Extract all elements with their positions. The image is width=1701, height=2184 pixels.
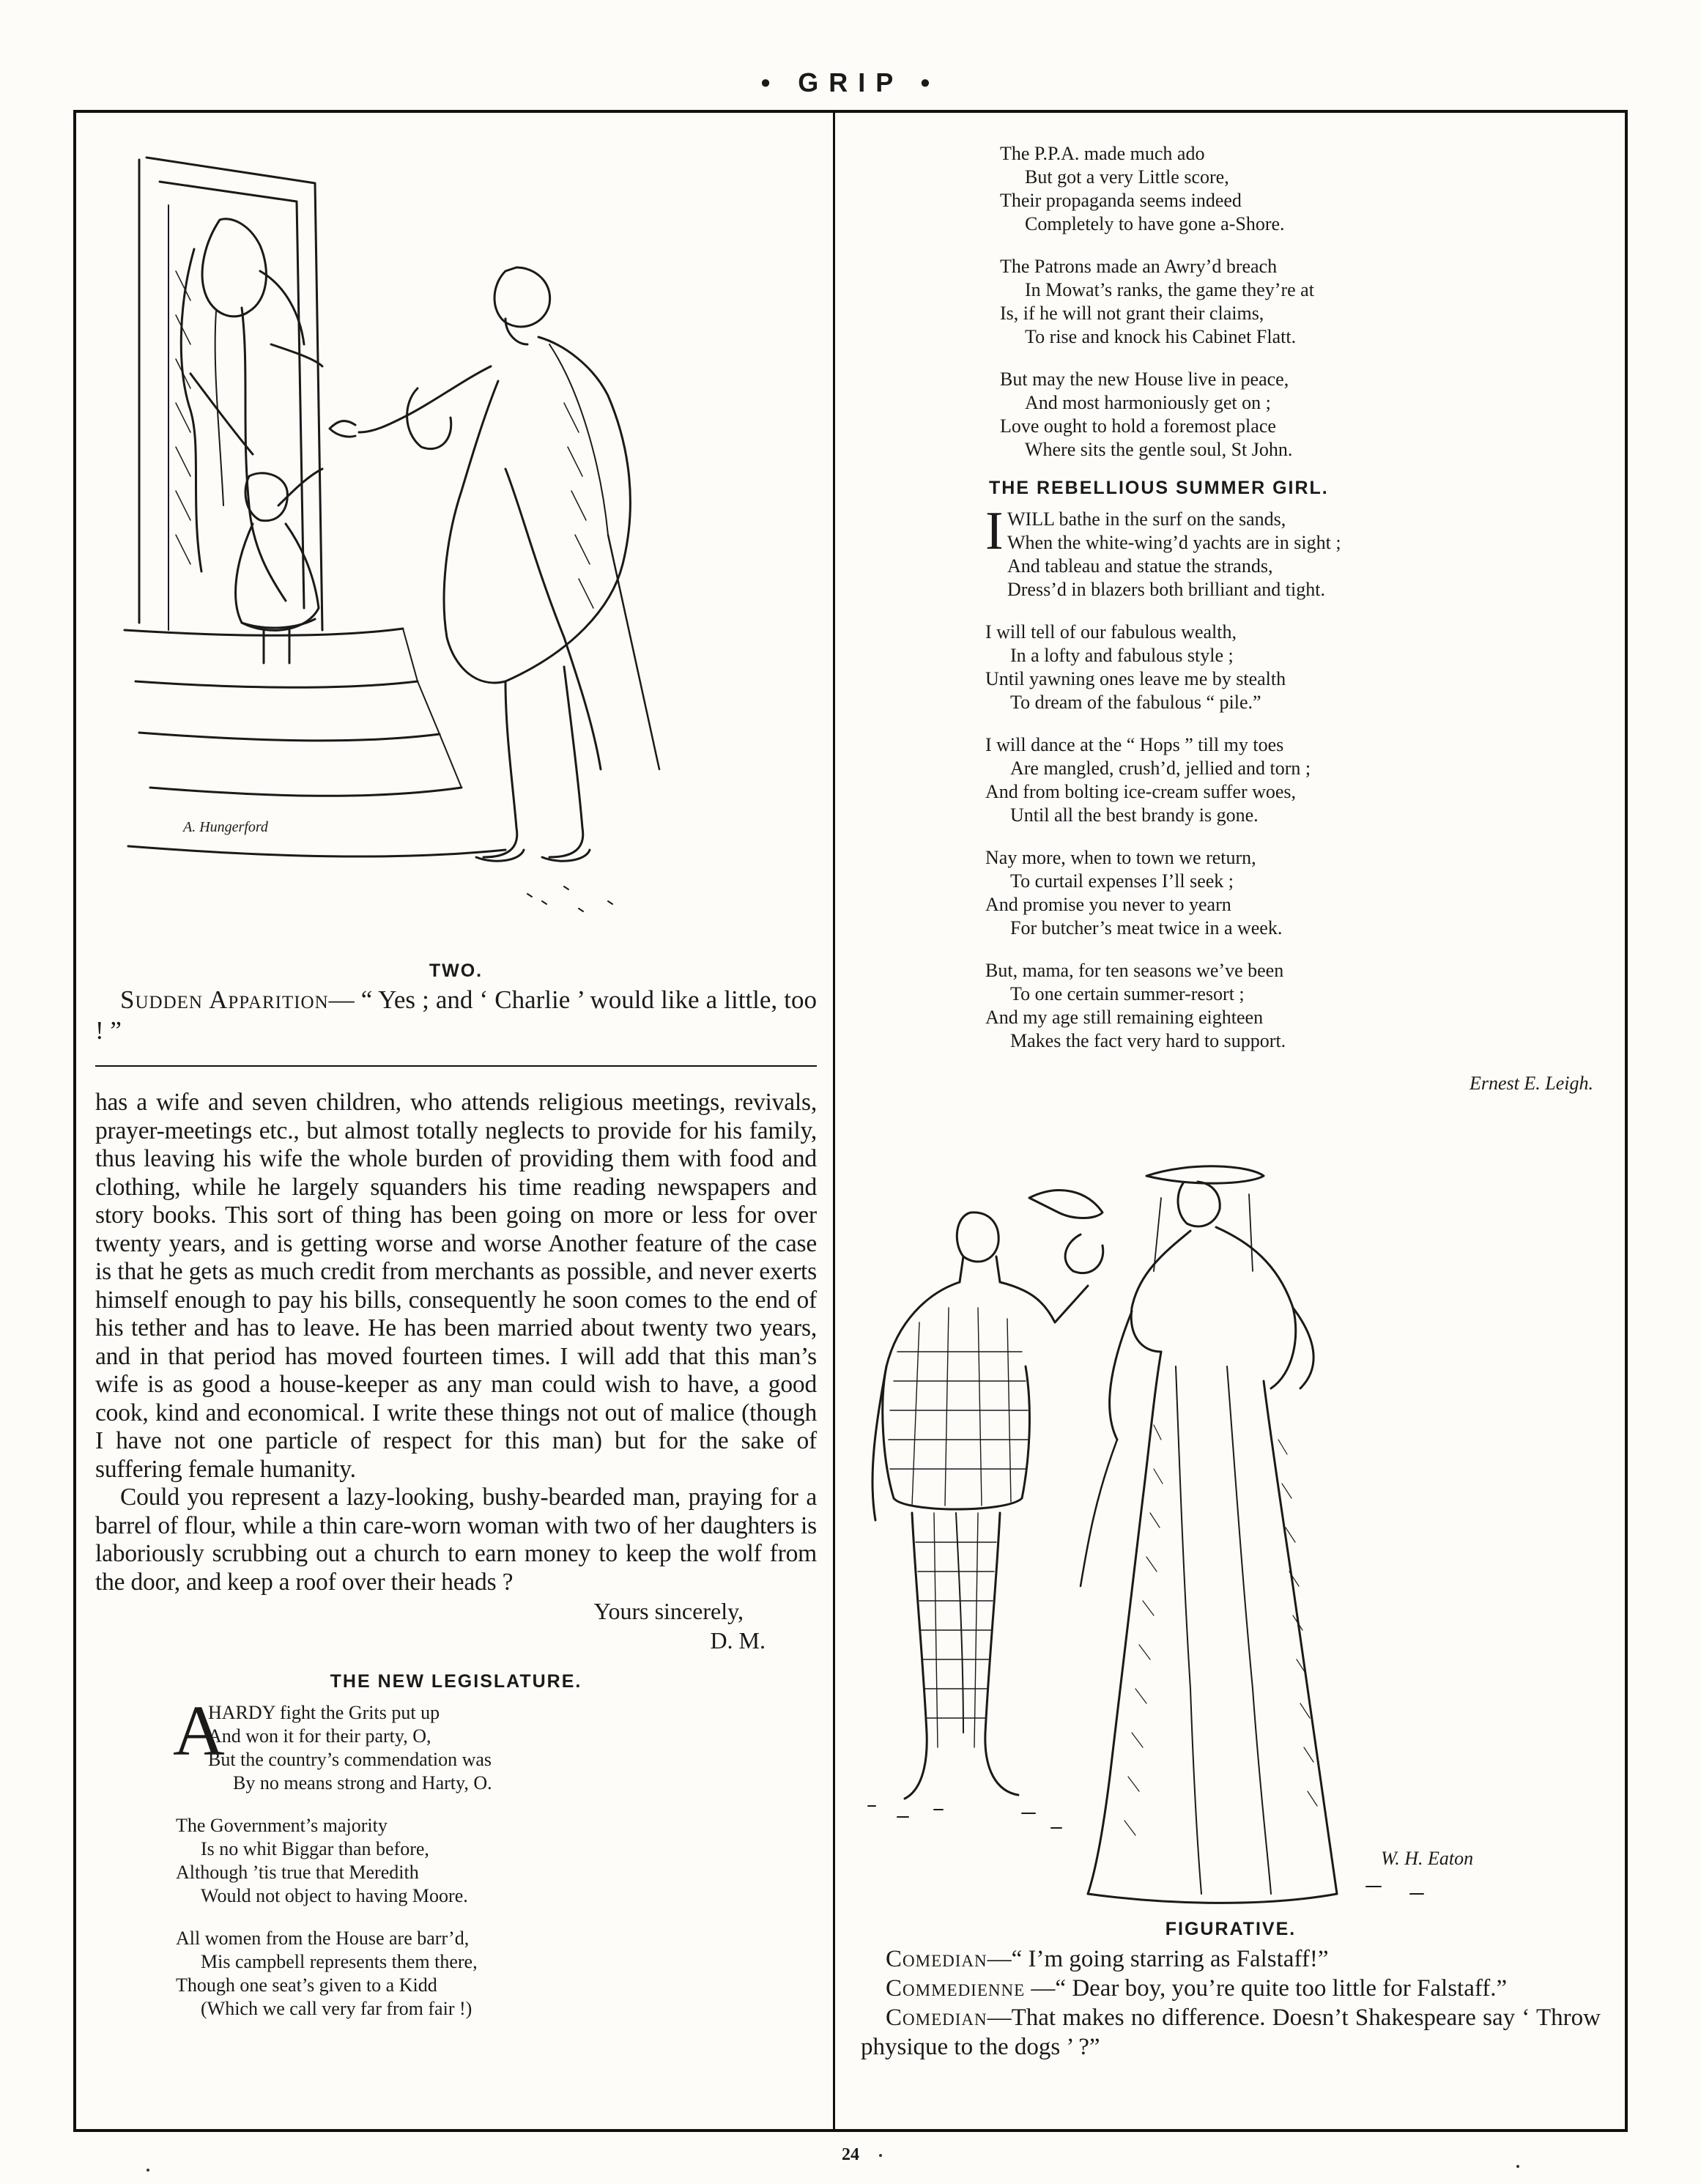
poem-line: When the white-wing’d yachts are in sight ; — [1007, 532, 1341, 553]
poem-line: To rise and knock his Cabinet Flatt. — [1025, 326, 1297, 347]
print-speck — [879, 2154, 882, 2157]
figurative-speaker: Commedienne — [886, 1975, 1026, 2002]
poem-line: Though one seat’s given to a Kidd — [176, 1974, 437, 1996]
poem-line: Is, if he will not grant their claims, — [1000, 303, 1264, 324]
poem-line: Dress’d in blazers both brilliant and tight. — [1007, 579, 1325, 600]
poem-line: I will dance at the “ Hops ” till my toes — [985, 734, 1284, 755]
figurative-caption — [853, 1944, 1608, 2062]
poem-line: But, mama, for ten seasons we’ve been — [985, 960, 1284, 981]
figurative-speaker: Comedian — [886, 2005, 987, 2031]
poem-line: But the country’s commendation was — [208, 1749, 492, 1770]
poem-line: (Which we call very far from fair !) — [201, 1998, 472, 2019]
letter-paragraph: Could you represent a lazy-looking, bushy-bearded man, praying for a barrel of flour, while a thin care-worn woman with two of her daughters is laboriously scrubbing out a church to earn money to keep the wolf from the door, and keep a roof over their heads ? — [95, 1484, 817, 1596]
cartoon-two-title: TWO. — [429, 960, 483, 981]
poem-line: I will tell of our fabulous wealth, — [985, 621, 1237, 643]
poem-line: Until all the best brandy is gone. — [1010, 804, 1259, 826]
poem-line: In a lofty and fabulous style ; — [1010, 645, 1234, 666]
poem-stanza — [985, 621, 1608, 714]
poem-line: And promise you never to yearn — [985, 894, 1231, 915]
poem-line: Mis campbell represents them there, — [201, 1951, 478, 1972]
cartoon-figurative-illustration — [853, 1132, 1608, 1909]
poem-stanza — [1000, 368, 1608, 462]
poem-line: And tableau and statue the strands, — [1007, 555, 1273, 577]
poem-line: Love ought to hold a foremost place — [1000, 415, 1276, 437]
poem-line: HARDY fight the Grits put up — [208, 1702, 440, 1723]
summer-girl-poem — [853, 501, 1608, 1095]
poem-stanza — [985, 846, 1608, 940]
cartoon-two-drawing — [95, 125, 817, 949]
print-speck — [1516, 2165, 1519, 2168]
poem-line: Nay more, when to town we return, — [985, 847, 1256, 868]
poem-stanza — [985, 959, 1608, 1053]
poem-line: For butcher’s meat twice in a week. — [1010, 917, 1283, 939]
legislature-dropcap: A — [173, 1692, 225, 1771]
section-rule — [95, 1065, 817, 1067]
poem-line: To dream of the fabulous “ pile.” — [1010, 692, 1261, 713]
poem-stanza — [173, 1692, 817, 1795]
poem-line: The P.P.A. made much ado — [1000, 143, 1205, 164]
poem-line: Is no whit Biggar than before, — [201, 1838, 429, 1859]
poem-stanza — [1000, 255, 1608, 349]
letter-paragraph: has a wife and seven children, who attends religious meetings, revivals, prayer-meetings etc., but almost totally neglects to provide for his family, thus leaving his wife the whole burden of providing them with food and clothing, while he largely squanders his time reading newspapers and story books. This sort of thing has been going on more or less for over twenty years, and is getting worse and worse Another feature of the case is that he gets as much credit from merchants as possible, and never exerts himself enough to pay his bills, consequently he soon comes to the end of his tether and has to leave. He has been married about twenty two years, and in that period has moved fourteen times. I will add that this man’s wife is as good a house-keeper as any man could wish to have, a good cook, kind and economical. I write these things not out of malice (though I have not one particle of respect for this man) but for the sake of suffering female humanity. — [95, 1089, 817, 1483]
figurative-line — [861, 2003, 1601, 2062]
figurative-title: FIGURATIVE. — [1165, 1919, 1297, 1939]
print-speck — [147, 2169, 149, 2172]
legislature-poem — [95, 1692, 817, 2021]
figurative-text: —That makes no difference. Doesn’t Shakespeare say ‘ Throw physique to the dogs ’ ?” — [861, 2005, 1601, 2060]
legislature-title: THE NEW LEGISLATURE. — [330, 1671, 582, 1692]
cartoon-two-caption — [95, 985, 817, 1046]
poem-line: To one certain summer-resort ; — [1010, 983, 1245, 1004]
ppa-poem — [853, 142, 1608, 462]
letter-signature: D. M. — [710, 1627, 766, 1654]
cartoon-two-speaker: Sudden Apparition — [120, 985, 329, 1014]
poem-line: And from bolting ice-cream suffer woes, — [985, 781, 1297, 802]
poem-line: Their propaganda seems indeed — [1000, 190, 1242, 211]
figurative-line — [861, 1974, 1601, 2003]
poem-stanza — [985, 733, 1608, 827]
cartoon-two-illustration — [95, 125, 817, 949]
poem-stanza — [985, 501, 1608, 601]
page-number: 24 — [842, 2145, 859, 2164]
poem-line: Where sits the gentle soul, St John. — [1025, 439, 1293, 460]
poem-line: Completely to have gone a-Shore. — [1025, 213, 1285, 234]
masthead: • GRIP • — [760, 67, 941, 97]
figurative-speaker: Comedian — [886, 1946, 987, 1972]
figurative-text: —“ I’m going starring as Falstaff!” — [987, 1946, 1329, 1972]
right-column — [853, 125, 1608, 2117]
poem-line: The Government’s majority — [176, 1815, 388, 1836]
poem-line: WILL bathe in the surf on the sands, — [1007, 508, 1286, 530]
column-divider — [833, 113, 835, 2129]
figurative-text: —“ Dear boy, you’re quite too little for Falstaff.” — [1025, 1975, 1508, 2002]
poem-line: By no means strong and Harty, O. — [233, 1772, 492, 1794]
poem-line: Makes the fact very hard to support. — [1010, 1030, 1286, 1051]
letter-closing: Yours sincerely, — [593, 1598, 744, 1624]
cartoon-figurative-drawing — [853, 1132, 1608, 1909]
poem-line: The Patrons made an Awry’d breach — [1000, 256, 1278, 277]
poem-stanza — [176, 1927, 817, 2021]
cartoon-figurative-signature: W. H. Eaton — [1381, 1848, 1474, 1869]
cartoon-two-signature: A. Hungerford — [183, 819, 268, 835]
poem-line: Until yawning ones leave me by stealth — [985, 668, 1286, 689]
poem-line: To curtail expenses I’ll seek ; — [1010, 870, 1234, 892]
summer-girl-title: THE REBELLIOUS SUMMER GIRL. — [989, 478, 1329, 498]
cartoon-two-quote: — “ Yes ; and ‘ Charlie ’ would like a little, too ! ” — [95, 985, 817, 1045]
poem-line: And won it for their party, O, — [208, 1725, 431, 1747]
poem-line: But may the new House live in peace, — [1000, 369, 1289, 390]
poem-line: But got a very Little score, — [1025, 166, 1229, 188]
poem-line: And my age still remaining eighteen — [985, 1007, 1264, 1028]
poem-line: Although ’tis true that Meredith — [176, 1862, 419, 1883]
poem-line: All women from the House are barr’d, — [176, 1928, 470, 1949]
letter-signoff — [95, 1596, 817, 1655]
poem-line: In Mowat’s ranks, the game they’re at — [1025, 279, 1314, 300]
left-column — [95, 125, 817, 2117]
poem-stanza — [1000, 142, 1608, 236]
letter-body — [95, 1089, 817, 1596]
poem-line: Would not object to having Moore. — [201, 1885, 468, 1906]
poem-line: And most harmoniously get on ; — [1025, 392, 1271, 413]
poem-line: Are mangled, crush’d, jellied and torn ; — [1010, 758, 1311, 779]
summer-girl-dropcap: I — [985, 501, 1004, 561]
poem-author: Ernest E. Leigh. — [1470, 1073, 1593, 1094]
figurative-line — [861, 1944, 1601, 1974]
poem-stanza — [176, 1814, 817, 1908]
